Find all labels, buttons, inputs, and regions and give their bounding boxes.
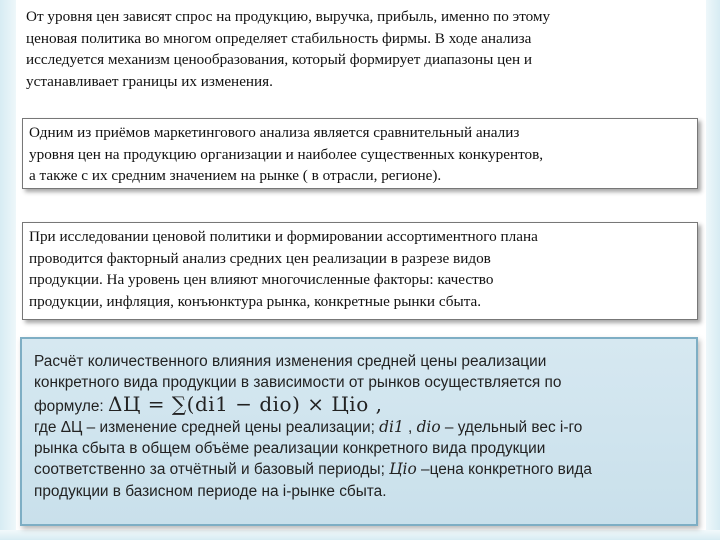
marketing-analysis-text: Одним из приёмов маркетингового анализа является сравнительный анализ уровня цен на продукцию организации и наиболее существенных конкурентов, а также с их средним значением на рынке ( в отрасли, регионе). [29, 124, 544, 184]
formula-box [20, 337, 698, 526]
formula-intro: Расчёт количественного влияния изменения средней цены реализации конкретного вида продукции в зависимости от рынков осуществляется по [34, 353, 562, 392]
var-tsio: Цio [389, 460, 417, 479]
price-change-formula: ΔЦ = ∑(di1 − dio) × Цio , [108, 391, 383, 416]
formula-label: формуле: [34, 397, 108, 415]
var-separator: , [403, 418, 417, 436]
slide-frame-left [0, 0, 16, 540]
var-dio: dio [416, 417, 441, 436]
where-prefix: где ΔЦ – изменение средней цены реализации; [34, 418, 380, 436]
slide-frame-bottom [0, 530, 720, 540]
intro-paragraph: От уровня цен зависят спрос на продукцию, выручка, прибыль, именно по этому ценовая политика во многом определяет стабильность фирмы. В ходе анализа исследуется механизм ценообразования, который формирует диапазоны цен и устанавливает границы их изменения. [26, 8, 551, 90]
marketing-analysis-box [22, 118, 698, 189]
formula-description [22, 339, 696, 502]
slide-frame-right [706, 0, 720, 540]
var-di1: di1 [379, 417, 404, 436]
price-policy-text: При исследовании ценовой политики и формировании ассортиментного плана проводится факторный анализ средних цен реализации в разрезе видов продукции. На уровень цен влияют многочисленные факторы: качество продукции, инфляция, конъюнктура рынка, конкретные рынки сбыта. [29, 228, 538, 310]
formula-tail: –цена конкретного вида продукции в базисном периоде на i-рынке сбыта. [34, 461, 592, 500]
price-policy-box [22, 222, 698, 320]
where-suffix: – удельный вес i-го рынка сбыта в общем объёме реализации конкретного вида продукции соответственно за отчётный и базовый периоды; [34, 418, 583, 479]
